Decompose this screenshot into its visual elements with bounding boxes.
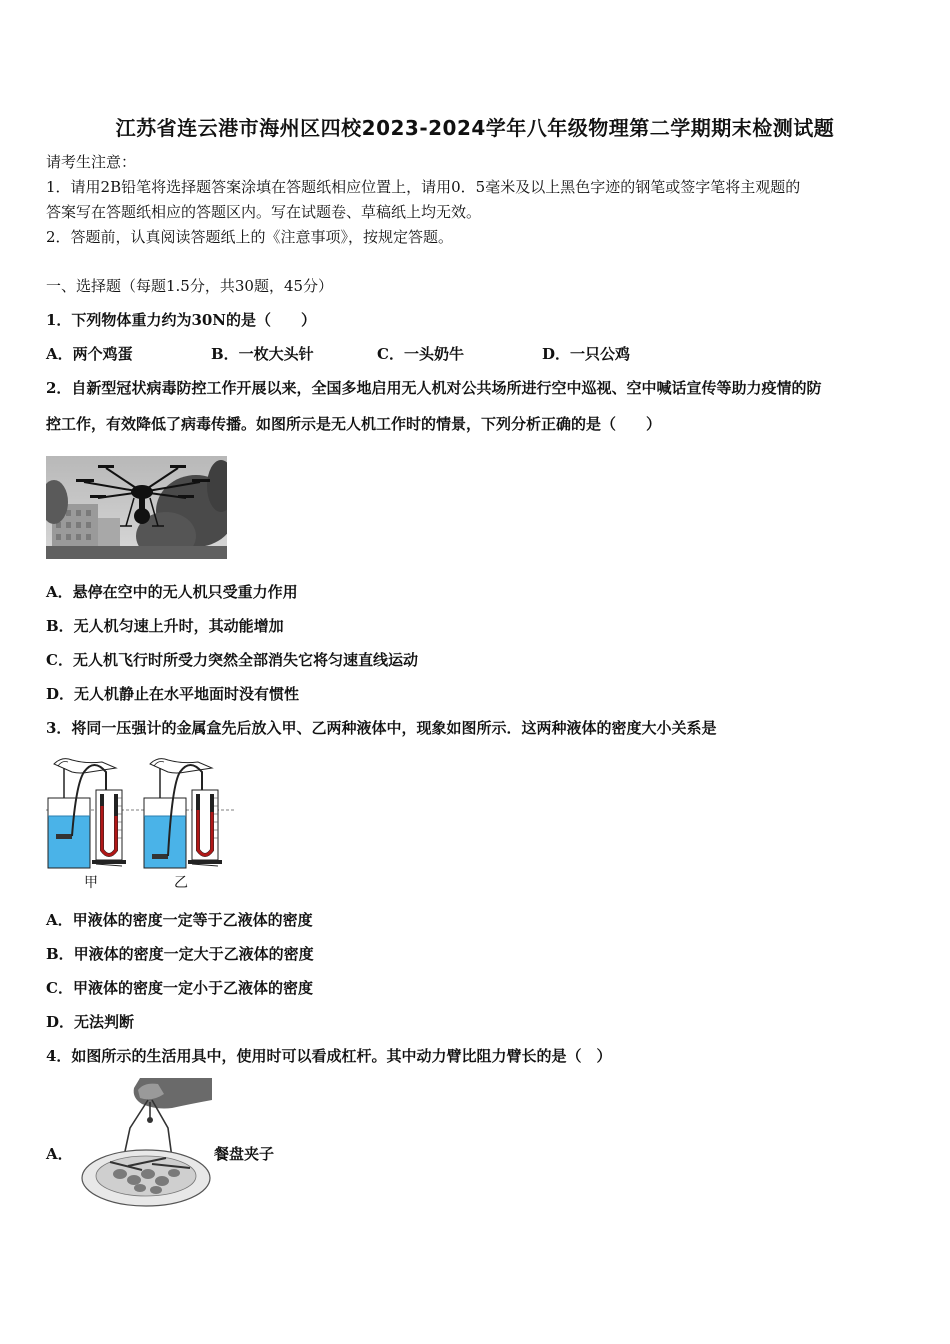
setup-yi — [144, 759, 222, 891]
question-1-option-d[interactable]: D．一只公鸡 — [542, 345, 631, 363]
plate-clamp-image — [80, 1078, 212, 1212]
drone-photo — [46, 456, 227, 559]
question-1-options — [46, 343, 630, 364]
notice-item-1-line-2: 答案写在答题纸相应的答题区内。写在试题卷、草稿纸上均无效。 — [46, 203, 482, 221]
question-4-stem: 4．如图所示的生活用具中，使用时可以看成杠杆。其中动力臂比阻力臂长的是（ ） — [46, 1047, 612, 1065]
question-3-option-a[interactable]: A．甲液体的密度一定等于乙液体的密度 — [46, 911, 313, 929]
question-1-stem: 1．下列物体重力约为30N的是（ ） — [46, 311, 317, 329]
question-2-option-c[interactable]: C．无人机飞行时所受力突然全部消失它将匀速直线运动 — [46, 651, 418, 669]
pressure-gauge-figure — [44, 754, 234, 892]
question-2-option-b[interactable]: B．无人机匀速上升时，其动能增加 — [46, 617, 284, 635]
notice-item-2: 2．答题前，认真阅读答题纸上的《注意事项》，按规定答题。 — [46, 228, 454, 246]
question-1-option-a[interactable]: A．两个鸡蛋 — [46, 345, 133, 363]
label-jia: 甲 — [84, 875, 98, 891]
question-2-option-d[interactable]: D．无人机静止在水平地面时没有惯性 — [46, 685, 300, 703]
label-yi: 乙 — [174, 875, 188, 891]
notice-item-1-line-1: 1．请用2B铅笔将选择题答案涂填在答题纸相应位置上，请用0．5毫米及以上黑色字迹的钢笔或签字笔将主观题的 — [46, 178, 801, 196]
question-3-stem: 3．将同一压强计的金属盒先后放入甲、乙两种液体中，现象如图所示．这两种液体的密度大小关系是 — [46, 719, 717, 737]
question-1-option-c[interactable]: C．一头奶牛 — [377, 345, 464, 363]
section-heading: 一、选择题（每题1.5分，共30题，45分） — [46, 277, 334, 295]
question-3-option-d[interactable]: D．无法判断 — [46, 1013, 135, 1031]
question-4-option-a-caption: 餐盘夹子 — [214, 1145, 275, 1163]
question-4-option-a-letter[interactable]: A． — [46, 1145, 73, 1163]
question-1-option-b[interactable]: B．一枚大头针 — [211, 345, 314, 363]
notice-heading: 请考生注意： — [46, 153, 137, 171]
page-title: 江苏省连云港市海州区四校2023-2024学年八年级物理第二学期期末检测试题 — [115, 116, 835, 140]
question-3-option-c[interactable]: C．甲液体的密度一定小于乙液体的密度 — [46, 979, 313, 997]
question-2-stem-line-1: 2．自新型冠状病毒防控工作开展以来，全国多地启用无人机对公共场所进行空中巡视、空中喊话宣传等助力疫情的防 — [46, 379, 822, 397]
question-2-option-a[interactable]: A．悬停在空中的无人机只受重力作用 — [46, 583, 298, 601]
setup-jia — [48, 759, 126, 891]
question-2-stem-line-2: 控工作，有效降低了病毒传播。如图所示是无人机工作时的情景，下列分析正确的是（ ） — [46, 415, 662, 433]
question-3-option-b[interactable]: B．甲液体的密度一定大于乙液体的密度 — [46, 945, 314, 963]
